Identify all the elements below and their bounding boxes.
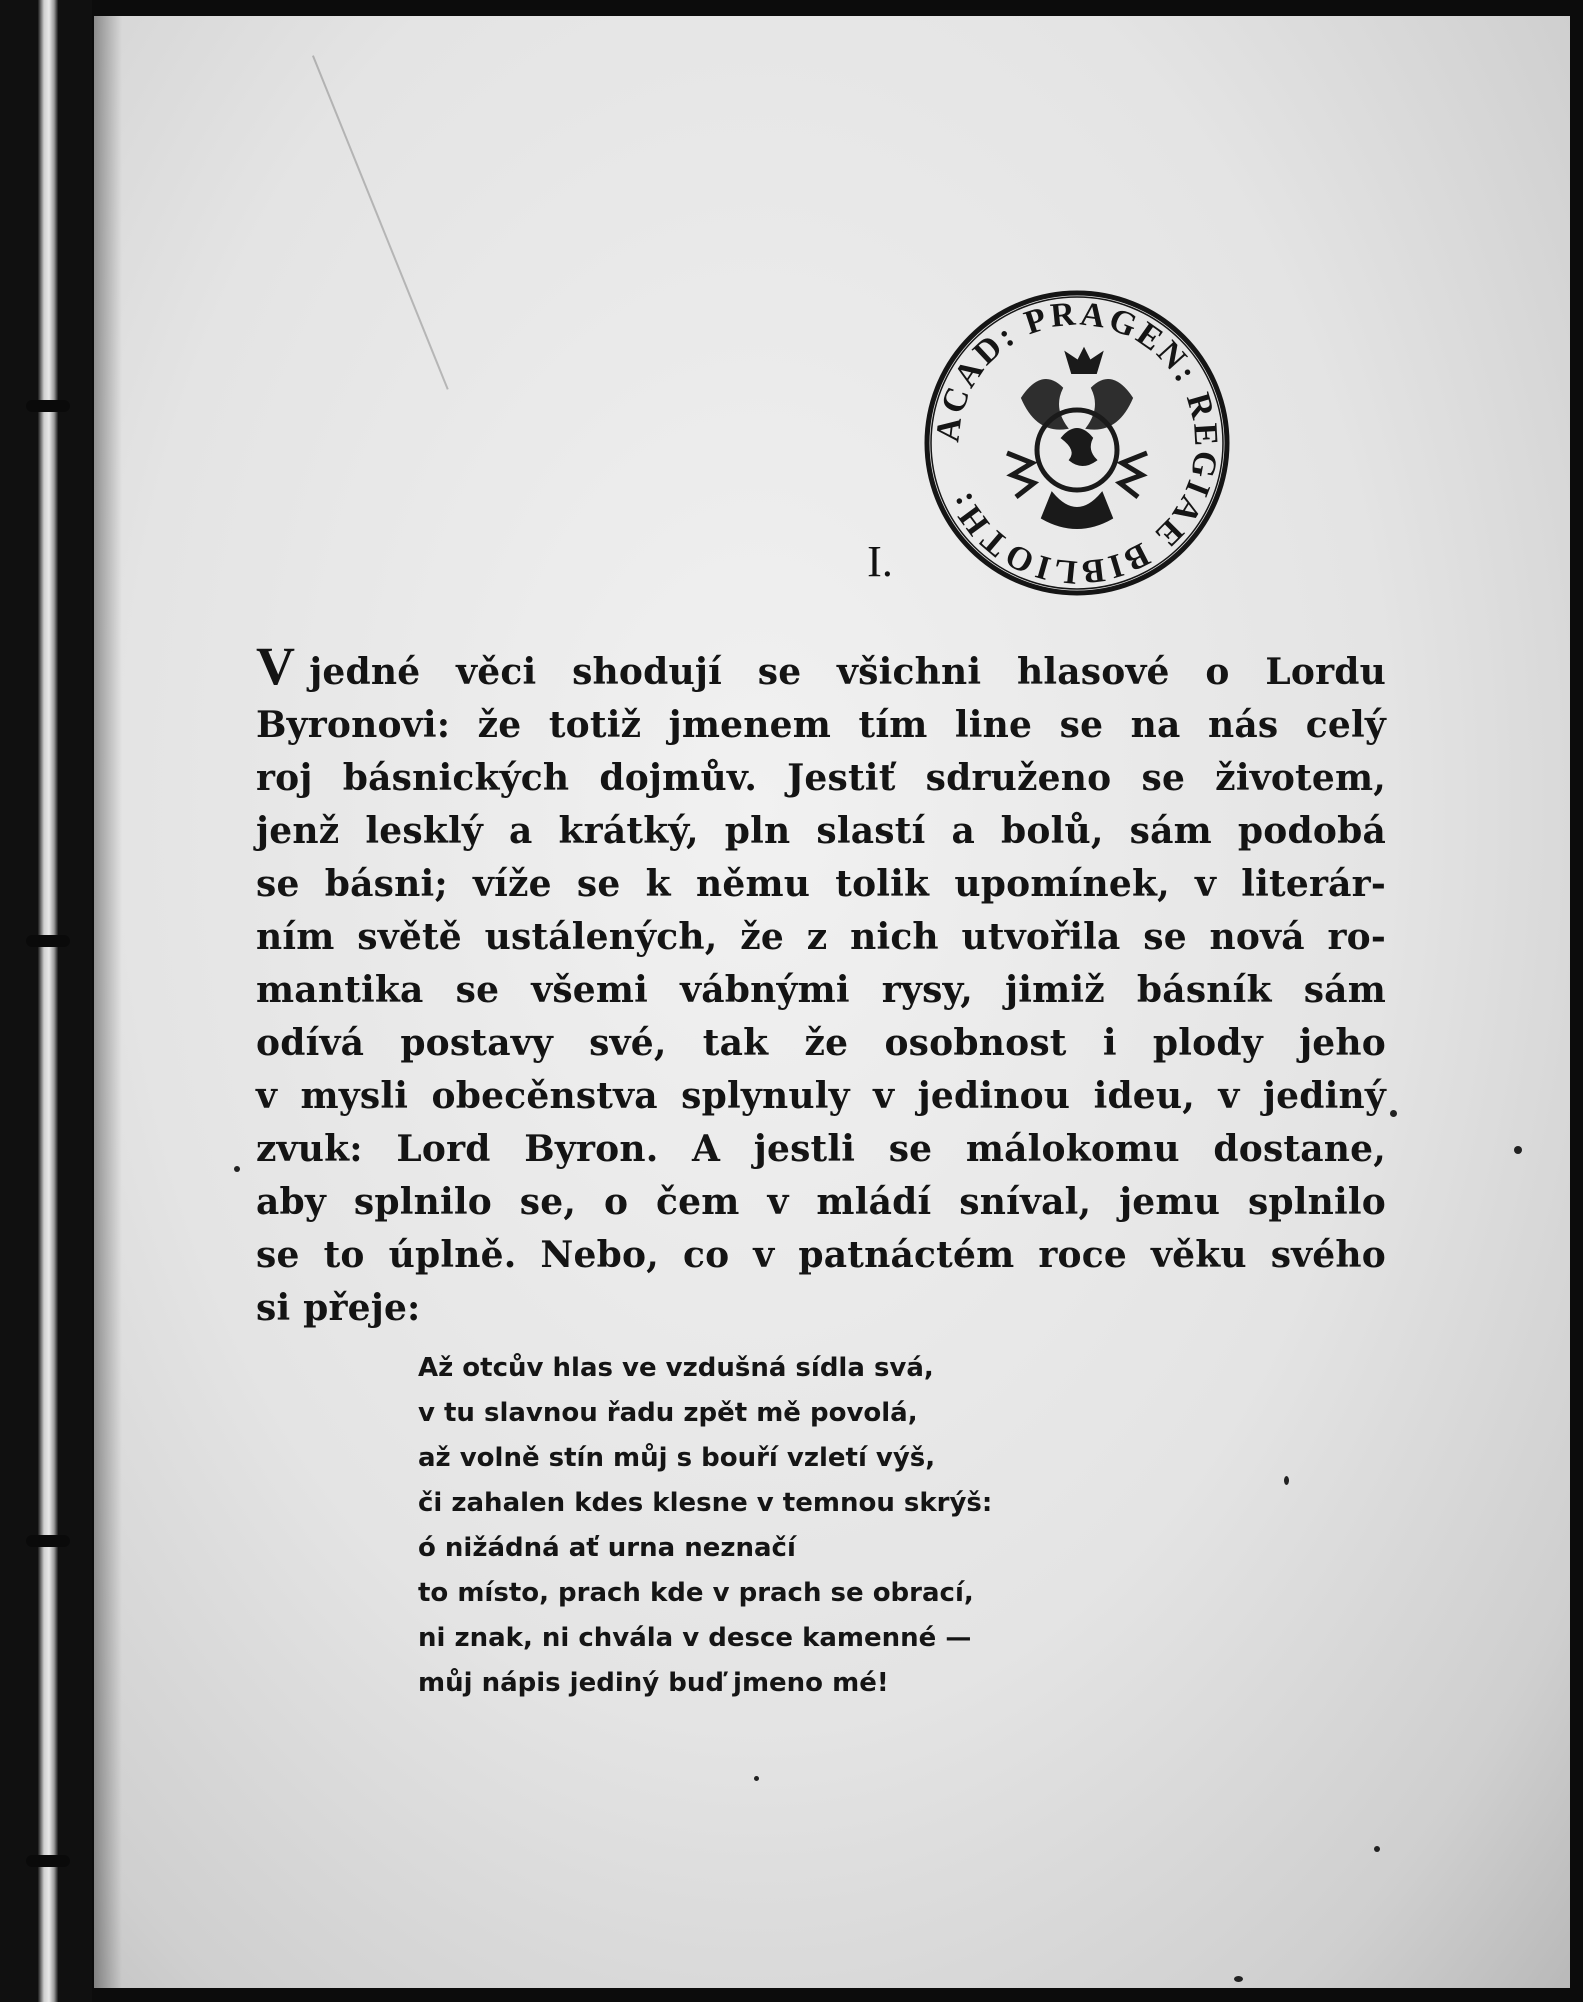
poem-line: či zahalen kdes klesne v temnou skrýš: [418, 1488, 993, 1518]
poem-line: až volně stín můj s bouří vzletí výš, [418, 1443, 936, 1473]
poem-line: ni znak, ni chvála v desce kamenné — [418, 1623, 972, 1653]
double-headed-eagle-icon [1007, 349, 1147, 528]
stamp-ring-text: ACAD: PRAGEN: REGIAE BIBLIOTH: [929, 295, 1225, 591]
poem-line: ó nižádná ať urna neznačí [418, 1533, 796, 1563]
dust-speck [1374, 1846, 1380, 1852]
dust-speck [234, 1166, 240, 1172]
paragraph-line: mantika se všemi vábnými rysy, jimiž básník sám [256, 969, 1386, 1011]
binding-stitch [26, 1855, 70, 1867]
paragraph-line: si přeje: [256, 1287, 421, 1329]
poem-line: v tu slavnou řadu zpět mě povolá, [418, 1398, 918, 1428]
paragraph-line: jenž lesklý a krátký, pln slastí a bolů, sám podobá [256, 810, 1386, 852]
paragraph-line: se to úplně. Nebo, co v patnáctém roce věku svého [256, 1234, 1386, 1276]
paragraph-line: se básni; víže se k němu tolik upomínek, v literár- [256, 863, 1386, 905]
paragraph-line: odívá postavy své, tak že osobnost i plody jeho [256, 1022, 1386, 1064]
binding-stitch [26, 935, 70, 947]
paper-crease [312, 55, 449, 390]
paragraph-line: zvuk: Lord Byron. A jestli se málokomu dostane, [256, 1128, 1386, 1170]
book-spine [0, 0, 92, 2002]
main-paragraph [256, 636, 1386, 1335]
dust-speck [754, 1776, 759, 1781]
paragraph-line: ním světě ustálených, že z nich utvořila se nová ro- [256, 916, 1386, 958]
poem-line: to místo, prach kde v prach se obrací, [418, 1578, 974, 1608]
binding-edge [38, 0, 58, 2002]
chapter-number: I. [867, 537, 893, 586]
binding-stitch [26, 400, 70, 412]
paragraph-line: v mysli obecěnstva splynuly v jedinou ideu, v jediný [256, 1075, 1386, 1117]
paragraph-line: Vjedné věci shodují se všichni hlasové o Lordu [256, 636, 1386, 696]
binding-stitch [26, 1535, 70, 1547]
paragraph-line: Byronovi: že totiž jmenem tím line se na nás celý [256, 704, 1386, 746]
poem-line: Až otcův hlas ve vzdušná sídla svá, [418, 1353, 934, 1383]
dust-speck [1514, 1146, 1522, 1154]
poem-quotation [418, 1346, 992, 1706]
page-gutter-shadow [94, 16, 122, 1988]
paragraph-line: roj básnických dojmův. Jestiť sdruženo se životem, [256, 757, 1386, 799]
dust-speck [1234, 1976, 1243, 1982]
dust-speck [1284, 1476, 1289, 1485]
dust-speck [1390, 1110, 1397, 1117]
paragraph-line: aby splnilo se, o čem v mládí sníval, jemu splnilo [256, 1181, 1386, 1223]
drop-cap: V [256, 636, 296, 696]
poem-line: můj nápis jediný buď jmeno mé! [418, 1668, 889, 1698]
book-page [94, 16, 1570, 1988]
